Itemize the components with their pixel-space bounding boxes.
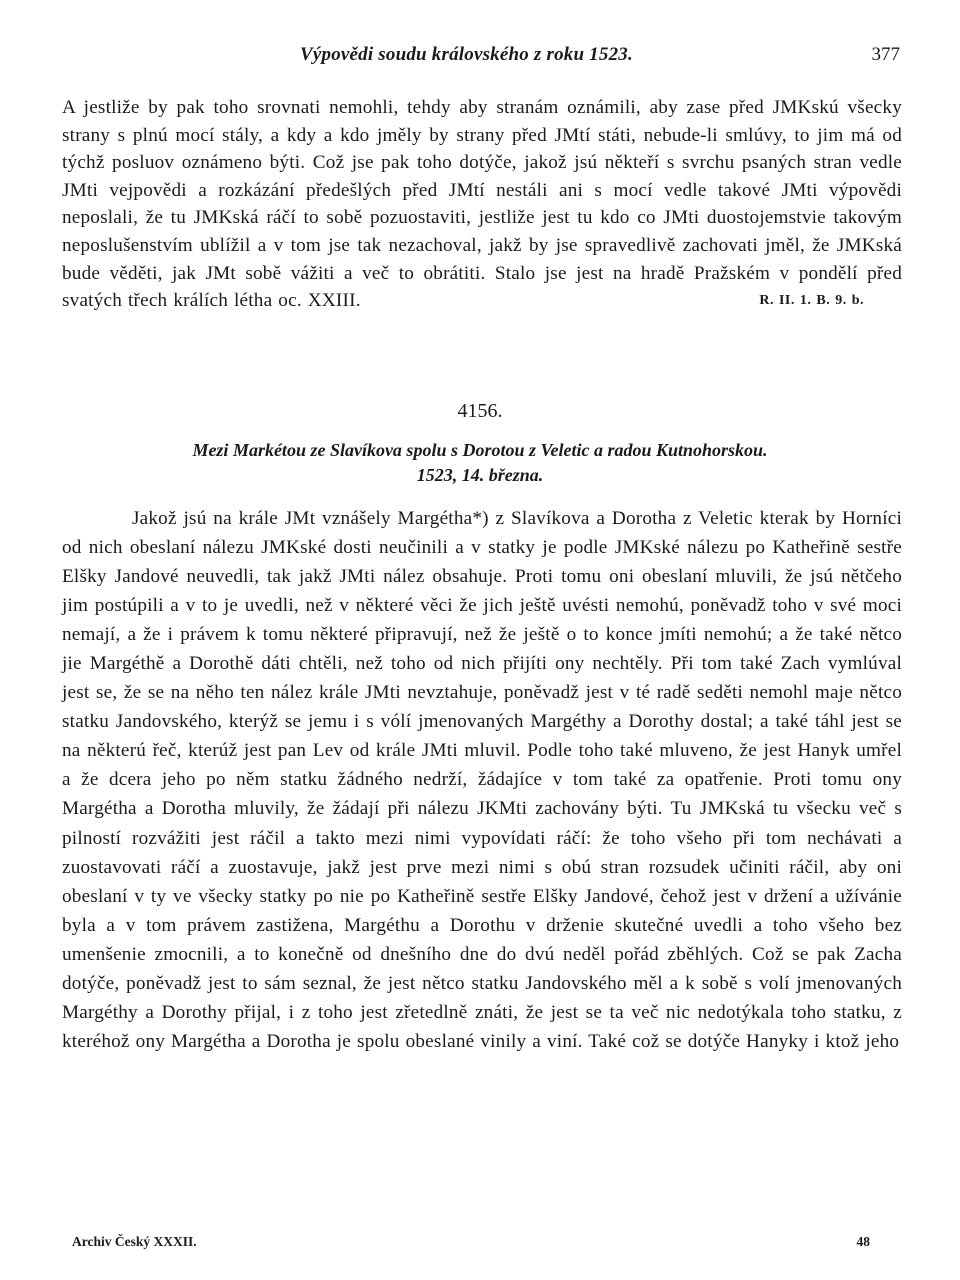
entry-date: 1523, 14. března. [416,465,544,485]
entry-heading: Mezi Markétou ze Slavíkova spolu s Dorotou z Veletic a radou Kutnohorskou. [192,440,768,460]
running-title: Výpovědi soudu královského z roku 1523. [300,44,633,65]
footer-signature-number: 48 [856,1234,870,1249]
entry-number: 4156. [457,400,503,422]
continued-paragraph [62,94,902,315]
page-footer [72,1234,872,1258]
entry-heading-block [80,438,880,488]
page-number: 377 [871,44,900,65]
running-head [0,44,960,74]
entry-body: Jakož jsú na krále JMt vznášely Margétha*) z Slavíkova a Dorotha z Veletic kterak by Horníci od nich obeslaní nálezu JMKské dosti neučinili a v statky je podle JMKské nálezu po Katheřině sestře Elšky Jandové neuvedli, tak jakž JMti nález obsahuje. Proti tomu oni obeslaní mluvili, že jsú nětčeho jim postúpili a v to je uvedli, než v některé věci že jich ještě uvésti nemohú, poněvadž toho v své moci nemají, a že i právem k tomu některé připravují, než že ještě o to konce jmíti nemohú; a že také nětco jie Margéthě a Dorothě dáti chtěli, než toho od nich přijíti ony nechtěly. Při tom také Zach vymlúval jest se, že se na něho ten nález krále JMti nevztahuje, poněvadž jest v té radě seděti nemohl maje nětco statku Jandovského, kterýž se jemu i s vólí jmenovaných Margéthy a Dorothy dostal; a také táhl jest se na některú řeč, kterúž jest pan Lev od krále JMti mluvil. Podle toho také mluveno, že jest Hanyk umřel a že dcera jeho po něm statku žádného nedrží, žádajíce v tom také za opatřenie. Proti tomu ony Margétha a Dorotha mluvily, že žádají při nálezu JKMti zachovány býti. Tu JMKská tu všecku več s pilností rozvážiti jest ráčil a takto mezi nimi vypovídati ráčí: že toho všeho při tom nechávati a zuostavovati ráčí a zuostavuje, jakž jest prve mezi nimi s obú stran rozsudek učiniti ráčil, aby oni obeslaní v ty ve všecky statky po nie po Katheřině sestře Elšky Jandové, čehož jest v držení a užívánie byla a v tom právem zastižena, Margéthu a Dorothu v drženie skutečné uvedli a toho všeho bez umenšenie zmocnili, a to konečně od dnešního dne do dvú neděl pořád zběhlých. Což se pak Zacha dotýče, poněvadž jest to sám seznal, že jest nětco statku Jandovského měl a k sobě s volí jmenovaných Margéthy a Dorothy přijal, i z toho jest zřetedlně znáti, že jest se ta več nic nedotýkala toho statku, z kteréhož ony Margétha a Dorotha je spolu obeslané vinily a viní. Také což se dotýče Hanyky i ktož jeho [62,508,902,1052]
footer-series-title: Archiv Český XXXII. [72,1234,197,1249]
continued-paragraph-text: A jestliže by pak toho srovnati nemohli, tehdy aby stranám oznámili, aby zase před JMKskú všecky strany s plnú mocí stály, a kdy a kdo jměly by strany před JMtí státi, nebude-li smlúvy, to jim má od týchž posluov oznámeno býti. Což jse pak toho dotýče, jakož jsú někteří s svrchu psaných stran vedle JMti vejpovědi a rozkázání předešlých před JMtí nestáli ani s mocí vedle takové JMti výpovědi neposlali, že tu JMKská ráčí to sobě pozuostaviti, jestliže jest tu kdo co JMti duostojemstvie takovým neposlušenstvím ublížil a v tom jse tak nezachoval, jakž by jse spravedlivě zachovati jměl, že JMKská bude věděti, jak JMt sobě vážiti a več to obrátiti. Stalo jse jest na hradě Pražském v pondělí před svatých třech králích létha oc. XXIII. [62,97,902,312]
archival-reference: R. II. 1. B. 9. b. [759,293,864,309]
